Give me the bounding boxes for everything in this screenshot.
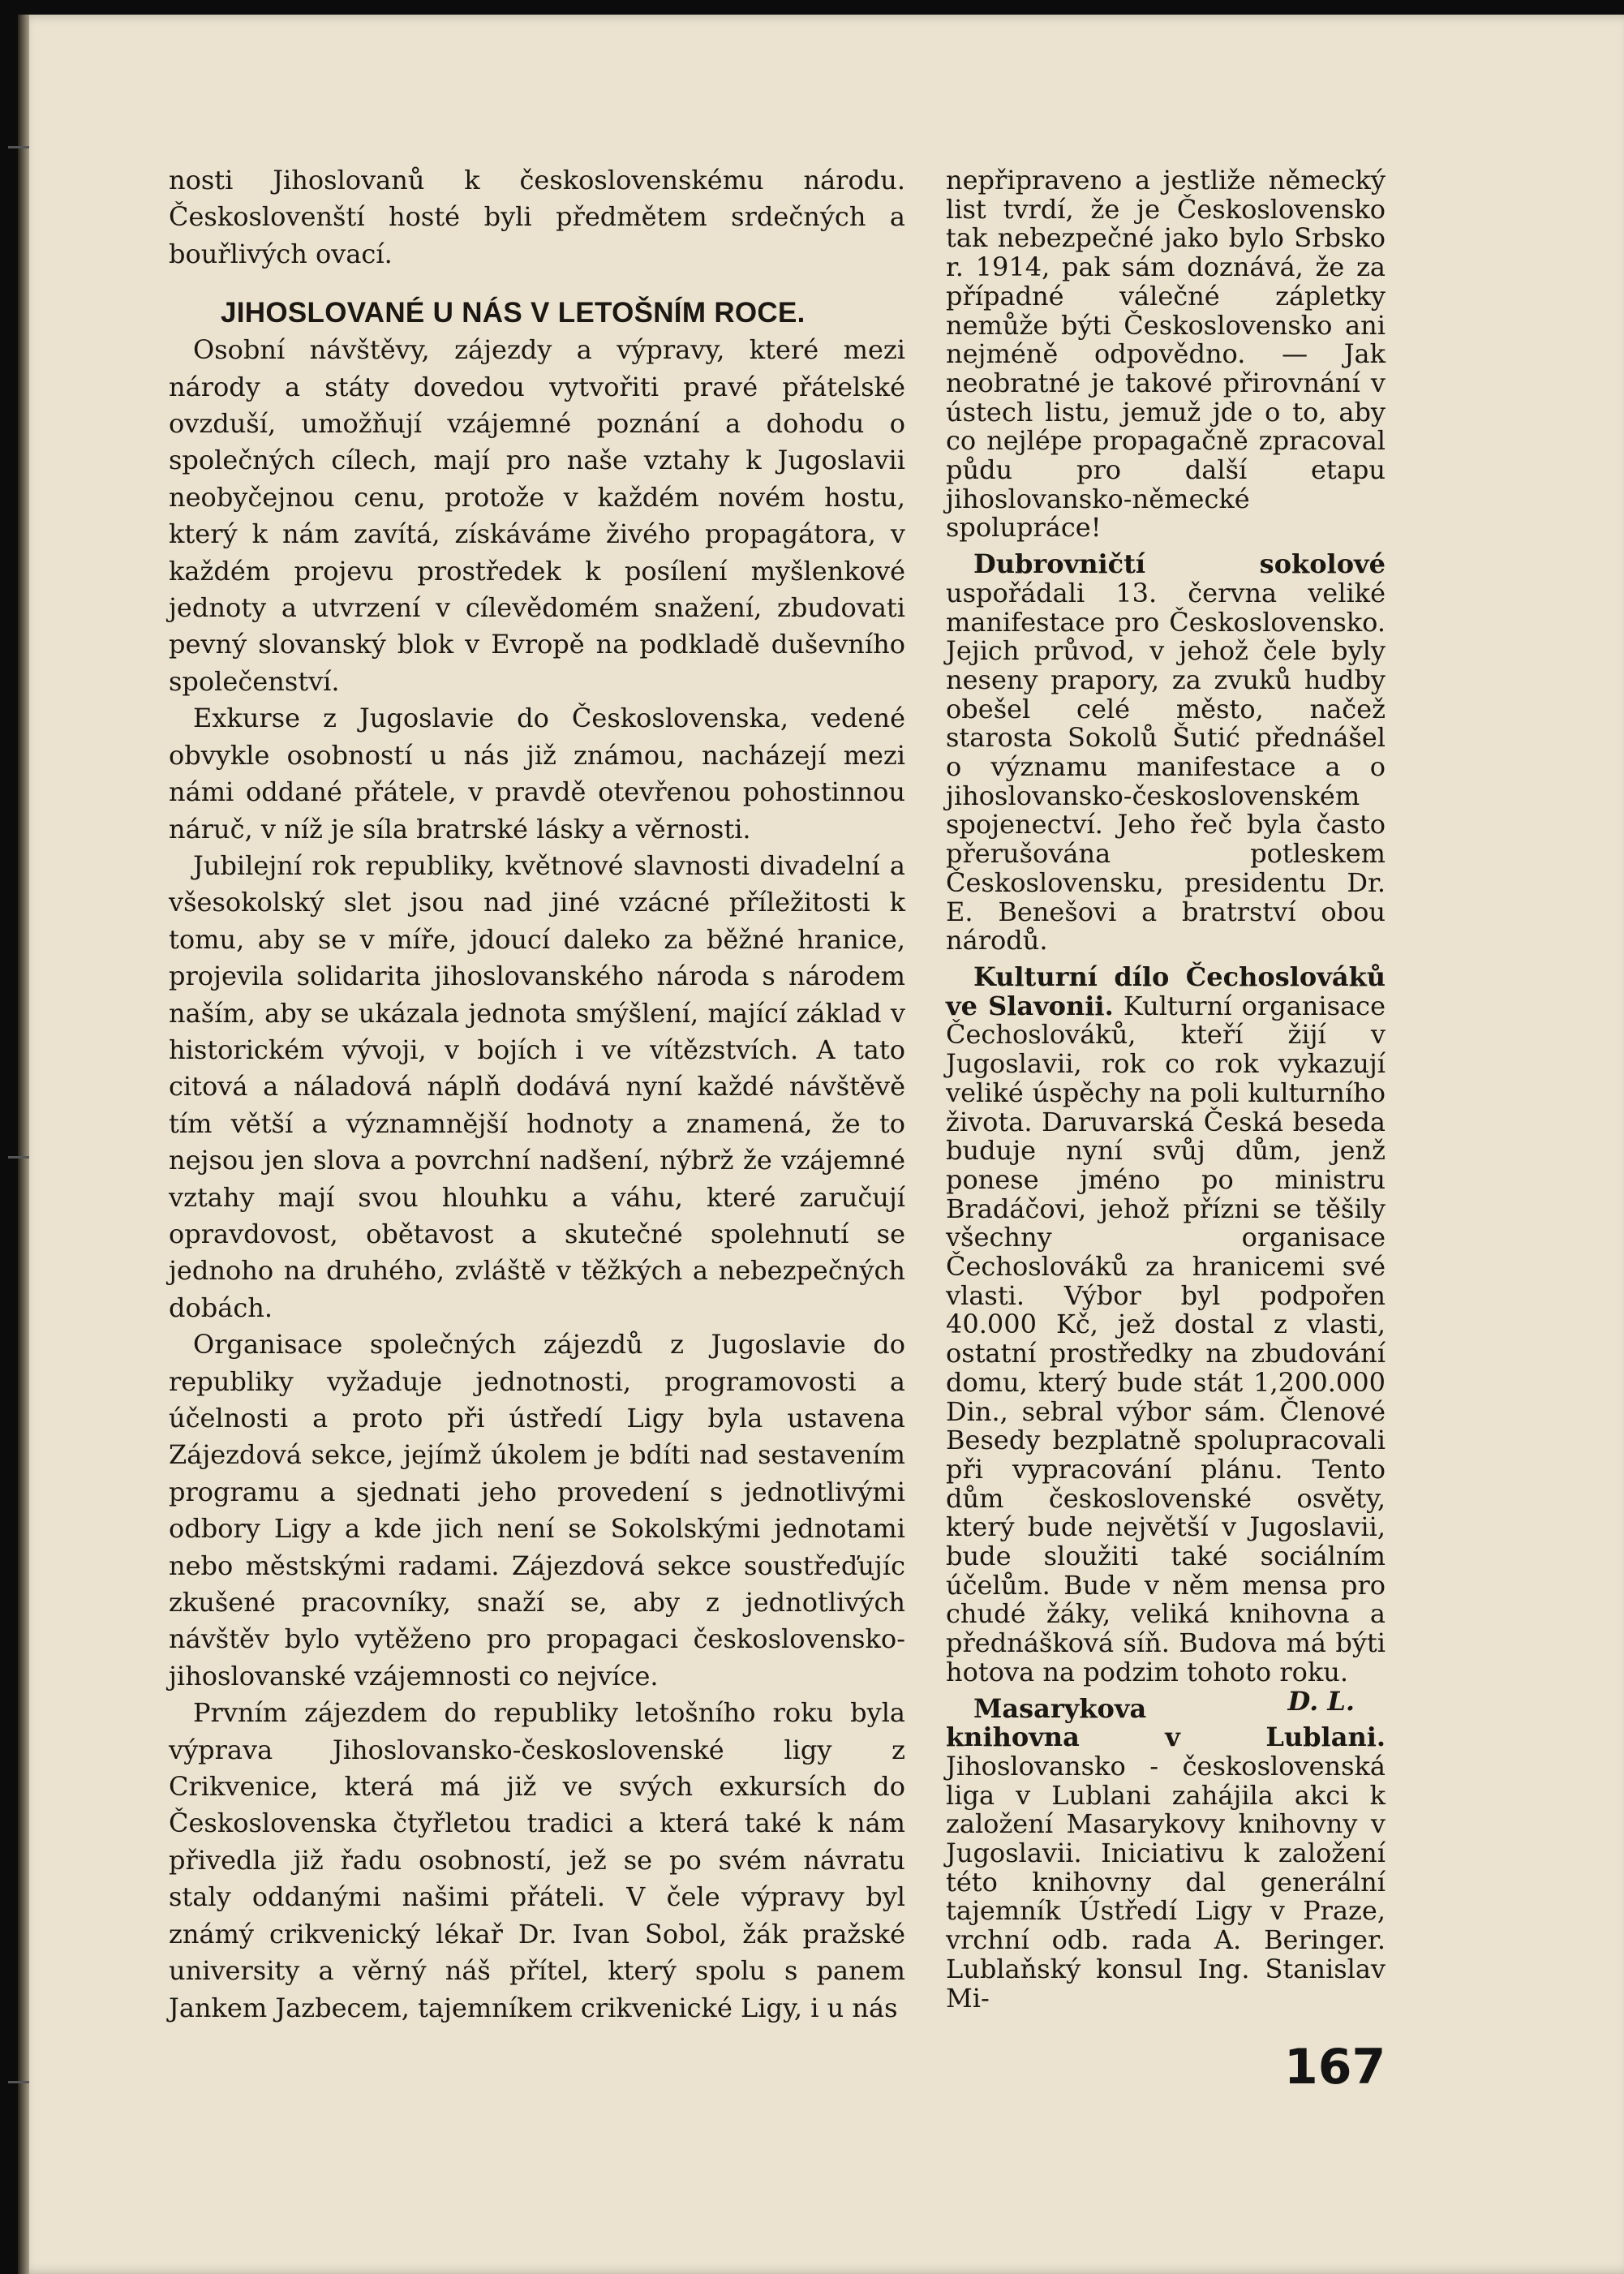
news-item-lead: Masarykova knihovna v Lublani. [946,1692,1386,1753]
binding-mark [8,146,29,148]
left-column [169,162,905,2027]
binding-mark [8,1156,29,1158]
left-intro-paragraph: nosti Jihoslovanů k československému národu. Českoslovenští hosté byli předmětem srdečných a bouřlivých ovací. [169,165,905,269]
body-paragraph: Exkurse z Jugoslavie do Československa, vedené obvykle osobností u nás již známou, nacházejí mezi námi oddané přátele, v pravdě otevřenou pohostinnou náruč, v níž je síla bratrské lásky a věrnosti. [169,703,905,845]
news-item-slavonia [946,961,1386,1717]
author-signature: D. L. [1287,1685,1355,1717]
news-item-text: Jihoslovansko - československá liga v Lublani zahájila akci k založení Masarykovy knihovny v Jugoslavii. Iniciativu k založení této knihovny dal generální tajemník Ústředí Ligy v Praze, vrchní odb. rada A. Beringer. Lublaňský konsul Ing. Stanislav Mi- [946,1750,1386,2014]
news-item-text: Kulturní organisace Čechoslováků, kteří žijí v Jugoslavii, rok co rok vykazují veliké úspěchy na poli kulturního života. Daruvarská Česká beseda buduje nyní svůj dům, jenž ponese jméno po ministru Bradáčovi, jehož přízni se těšily všechny organisace Čechoslováků za hranicemi své vlasti. Výbor byl podpořen 40.000 Kč, jež dostal z vlasti, ostatní prostředky na zbudování domu, který bude stát 1,200.000 Din., sebral výbor sám. Členové Besedy bezplatně spolupracovali při vypracování plánu. Tento dům československé osvěty, který bude největší v Jugoslavii, bude sloužiti také sociálním účelům. Bude v něm mensa pro chudé žáky, veliká knihovna a přednášková síň. Budova má býti hotova na podzim tohoto roku. [946,990,1386,1687]
news-item-lead: Dubrovničtí sokolové [973,548,1386,580]
body-paragraph: Jubilejní rok republiky, květnové slavnosti divadelní a všesokolský slet jsou nad jiné vzácné příležitosti k tomu, aby se v míře, jdoucí daleko za běžné hranice, projevila solidarita jihoslovanského národa s národem naším, aby se ukázala jednota smýšlení, mající základ v historickém vývoji, v bojích i ve vítězstvích. A tato citová a náladová náplň dodává nyní každé návštěvě tím větší a významnější hodnoty a znamená, že to nejsou jen slova a povrchní nadšení, nýbrž že vzájemné vztahy mají svou hlouhku a váhu, které zaručují opravdovost, obětavost a skutečné spolehnutí se jednoho na druhého, zvláště v těžkých a nebezpečných dobách. [169,849,905,1323]
body-paragraph: Osobní návštěvy, zájezdy a výpravy, které mezi národy a státy dovedou vytvořiti pravé přátelské ovzduší, umožňují vzájemné poznání a dohodu o společných cílech, mají pro naše vztahy k Jugoslavii neobyčejnou cenu, protože v každém novém hostu, který k nám zavítá, získáváme živého propagátora, v každém projevu prostředek k posílení myšlenkové jednoty a utvrzení v cílevědomém snažení, zbudovati pevný slovanský blok v Evropě na podkladě duševního společenství. [169,334,905,697]
news-item-lead: Kulturní dílo Čechoslováků ve Slavonii. [946,961,1386,1021]
news-item-dubrovnik [946,550,1386,956]
section-heading: JIHOSLOVANÉ U NÁS V LETOŠNÍM ROCE. [221,297,806,329]
binding-mark [8,2081,29,2083]
body-paragraph: Organisace společných zájezdů z Jugoslavie do republiky vyžaduje jednotnosti, programovosti a účelnosti a proto při ústředí Ligy byla ustavena Zájezdová sekce, jejímž úkolem je bdíti nad sestavením programu a sjednati jeho provedení s jednotlivými odbory Ligy a kde jich není se Sokolskými jednotami nebo městskými radami. Zájezdová sekce soustřeďujíc zkušené pracovníky, snaží se, aby z jednotlivých návštěv bylo vytěženo pro propagaci československo-jihoslovanské vzájemnosti co nejvíce. [169,1329,905,1692]
right-intro-paragraph: nepřipraveno a jestliže německý list tvrdí, že je Československo tak nebezpečné jako bylo Srbsko r. 1914, pak sám doznává, že za případné válečné zápletky nemůže býti Československo ani nejméně odpovědno. — Jak neobratné je takové přirovnání v ústech listu, jemuž jde o to, aby co nejlépe propagačně zpracoval půdu pro další etapu jihoslovansko-německé spolupráce! [946,165,1386,544]
news-item-text: uspořádali 13. června veliké manifestace pro Československo. Jejich průvod, v jehož čele byly neseny prapory, za zvuků hudby obešel celé město, načež starosta Sokolů Šutić přednášel o významu manifestace a o jihoslovansko-československém spojenectví. Jeho řeč byla často přerušována potleskem Československu, presidentu Dr. E. Benešovi a bratrství obou národů. [946,577,1386,956]
news-item-library [946,1692,1386,2014]
right-column [946,166,1386,2013]
book-binding-edge [18,15,29,2274]
body-paragraph: Prvním zájezdem do republiky letošního roku byla výprava Jihoslovansko-československé ligy z Crikvenice, která má již ve svých exkursích do Československa čtyřletou tradici a která také k nám přivedla již řadu osobností, jež se po svém návratu staly oddanými našimi přáteli. V čele výpravy byl známý crikvenický lékař Dr. Ivan Sobol, žák pražské university a věrný náš přítel, který spolu s panem Jankem Jazbecem, tajemníkem crikvenické Ligy, i u nás [169,1697,905,2023]
page-number: 167 [1284,2039,1386,2096]
